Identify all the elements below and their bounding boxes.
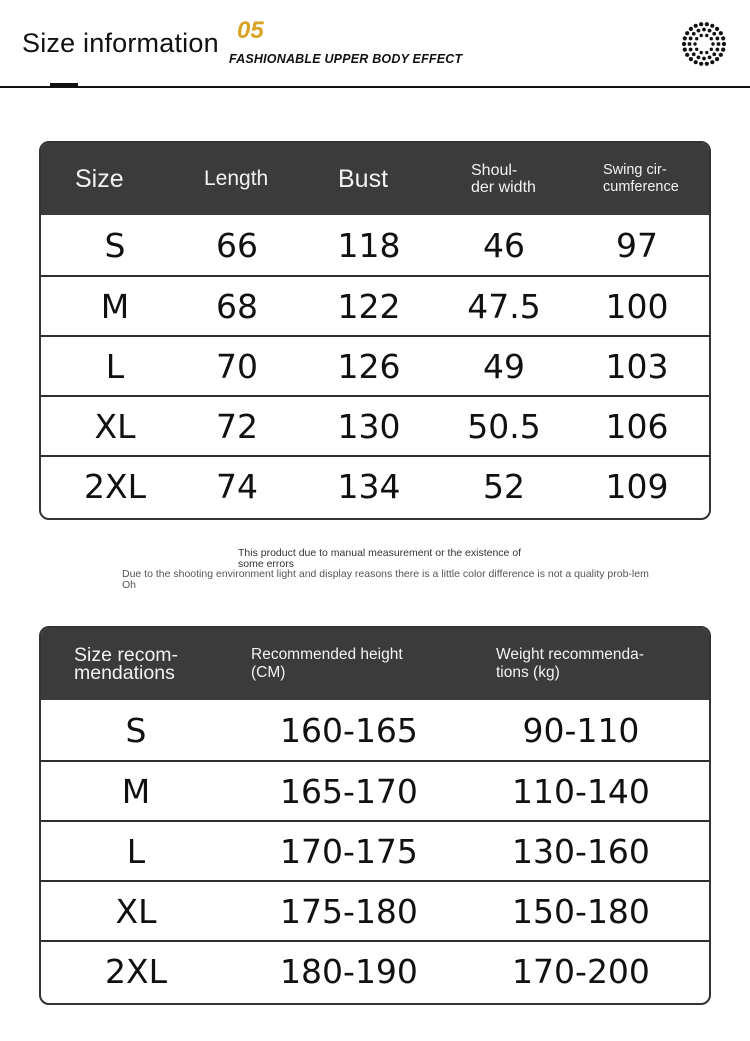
recommendation-table-header bbox=[41, 628, 709, 700]
section-number: 05 bbox=[237, 17, 264, 44]
size-table-cell: 2XL bbox=[84, 466, 146, 506]
recommendation-table-column-header: Weight recommenda- tions (kg) bbox=[496, 646, 644, 681]
size-table-cell: 47.5 bbox=[467, 286, 541, 326]
size-table-row bbox=[41, 275, 709, 335]
recommendation-table-cell: L bbox=[126, 831, 146, 871]
size-table-cell: 109 bbox=[605, 466, 669, 506]
size-table-cell: 122 bbox=[337, 286, 401, 326]
size-table-cell: XL bbox=[94, 406, 136, 446]
recommendation-table-cell: 175-180 bbox=[280, 891, 418, 931]
recommendation-table-cell: M bbox=[121, 771, 151, 811]
size-table-cell: 126 bbox=[337, 346, 401, 386]
size-table-cell: 134 bbox=[337, 466, 401, 506]
recommendation-table-cell: XL bbox=[115, 891, 157, 931]
size-table-cell: 68 bbox=[216, 286, 258, 326]
recommendation-table-cell: 150-180 bbox=[512, 891, 650, 931]
size-table-column-header: Bust bbox=[338, 164, 389, 193]
size-table-cell: 100 bbox=[605, 286, 669, 326]
size-table-cell: 74 bbox=[216, 466, 258, 506]
page-header bbox=[0, 0, 750, 88]
recommendation-table-cell: 160-165 bbox=[280, 710, 418, 750]
recommendation-table-row bbox=[41, 760, 709, 820]
recommendation-table-cell: 110-140 bbox=[512, 771, 650, 811]
size-table bbox=[39, 141, 711, 520]
recommendation-table-row bbox=[41, 940, 709, 1000]
measurement-note: This product due to manual measurement or the existence of some errors bbox=[238, 547, 522, 570]
color-note: Due to the shooting environment light and display reasons there is a little color difference is not a quality prob-lem Oh bbox=[122, 568, 649, 591]
size-table-row bbox=[41, 395, 709, 455]
size-table-row bbox=[41, 455, 709, 515]
recommendation-table-cell: 2XL bbox=[105, 951, 167, 991]
size-table-column-header: Shoul- der width bbox=[471, 162, 536, 196]
recommendation-table-cell: S bbox=[125, 710, 147, 750]
size-recommendation-table bbox=[39, 626, 711, 1005]
header-divider bbox=[0, 86, 750, 88]
dotted-circle-logo-icon bbox=[682, 22, 726, 66]
recommendation-table-body bbox=[41, 700, 709, 1000]
size-table-cell: 72 bbox=[216, 406, 258, 446]
size-table-cell: 130 bbox=[337, 406, 401, 446]
size-table-cell: 52 bbox=[483, 466, 525, 506]
recommendation-table-column-header: Size recom- mendations bbox=[74, 644, 179, 684]
size-table-header bbox=[41, 143, 709, 215]
recommendation-table-cell: 130-160 bbox=[512, 831, 650, 871]
recommendation-table-cell: 90-110 bbox=[522, 710, 640, 750]
recommendation-table-row bbox=[41, 880, 709, 940]
size-table-cell: 118 bbox=[337, 225, 401, 265]
size-table-cell: 70 bbox=[216, 346, 258, 386]
size-table-cell: S bbox=[104, 225, 126, 265]
size-table-row bbox=[41, 215, 709, 275]
recommendation-table-row bbox=[41, 820, 709, 880]
size-table-cell: 106 bbox=[605, 406, 669, 446]
size-table-cell: 103 bbox=[605, 346, 669, 386]
recommendation-table-cell: 170-200 bbox=[512, 951, 650, 991]
recommendation-table-cell: 180-190 bbox=[280, 951, 418, 991]
size-table-cell: 50.5 bbox=[467, 406, 541, 446]
recommendation-table-row bbox=[41, 700, 709, 760]
recommendation-table-column-header: Recommended height (CM) bbox=[251, 646, 403, 681]
recommendation-table-cell: 170-175 bbox=[280, 831, 418, 871]
size-table-cell: 49 bbox=[483, 346, 525, 386]
size-table-cell: M bbox=[100, 286, 130, 326]
size-table-row bbox=[41, 335, 709, 395]
size-table-cell: 46 bbox=[483, 225, 525, 265]
size-table-column-header: Length bbox=[204, 167, 269, 190]
page-title: Size information bbox=[22, 28, 219, 58]
section-subtitle: FASHIONABLE UPPER BODY EFFECT bbox=[229, 52, 463, 66]
size-table-cell: 66 bbox=[216, 225, 258, 265]
size-table-cell: L bbox=[105, 346, 125, 386]
size-table-column-header: Swing cir- cumference bbox=[603, 162, 679, 195]
size-table-column-header: Size bbox=[75, 164, 124, 193]
size-table-body bbox=[41, 215, 709, 515]
size-table-cell: 97 bbox=[616, 225, 658, 265]
recommendation-table-cell: 165-170 bbox=[280, 771, 418, 811]
